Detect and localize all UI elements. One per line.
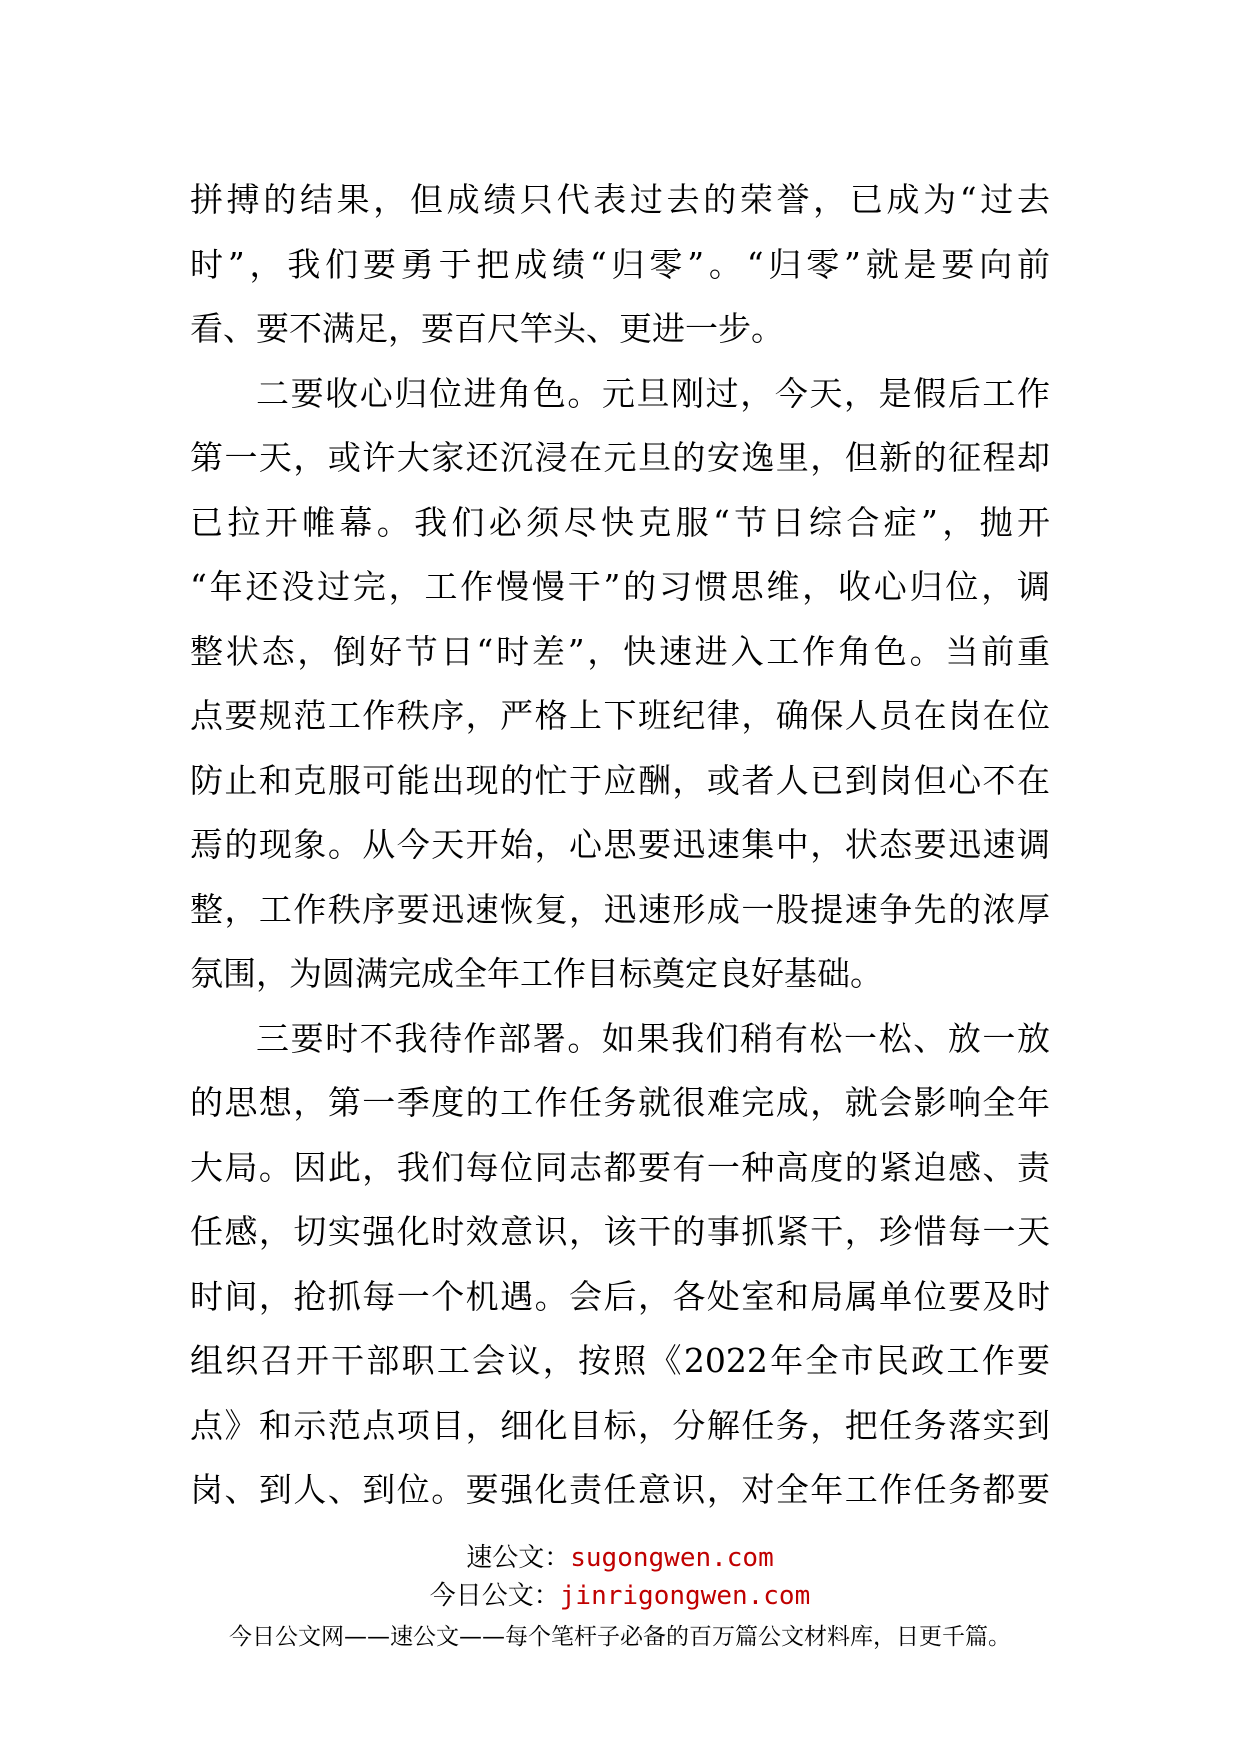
document-body [190, 168, 1050, 1523]
text-line: 的思想，第一季度的工作任务就很难完成，就会影响全年 [190, 1083, 1050, 1122]
text-line: 时”，我们要勇于把成绩“归零”。“归零”就是要向前 [190, 244, 1050, 284]
text-line: 岗、到人、到位。要强化责任意识，对全年工作任务都要 [190, 1470, 1050, 1509]
footer-sugongwen [0, 1540, 1240, 1576]
footer-link[interactable]: sugongwen.com [570, 1543, 774, 1573]
footer-label: 速公文： [466, 1543, 571, 1573]
paragraph-heading-line: 二要收心归位进角色。元旦刚过，今天，是假后工作 [256, 373, 1050, 413]
text-line: 点要规范工作秩序，严格上下班纪律，确保人员在岗在位 [190, 696, 1050, 735]
footer-jinrigongwen [0, 1578, 1240, 1614]
text-line: 大局。因此，我们每位同志都要有一种高度的紧迫感、责 [190, 1147, 1050, 1187]
text-line: 任感，切实强化时效意识，该干的事抓紧干，珍惜每一天 [190, 1212, 1050, 1251]
text-line: 点》和示范点项目，细化目标，分解任务，把任务落实到 [190, 1405, 1050, 1445]
text-line: 第一天，或许大家还沉浸在元旦的安逸里，但新的征程却 [190, 438, 1050, 477]
paragraph-heading-line: 三要时不我待作部署。如果我们稍有松一松、放一放 [256, 1018, 1050, 1058]
footer-slogan: 今日公文网——速公文——每个笔杆子必备的百万篇公文材料库，日更千篇。 [229, 1624, 1011, 1650]
footer-label: 今日公文： [429, 1581, 560, 1611]
text-line: 组织召开干部职工会议，按照《2022年全市民政工作要 [190, 1341, 1050, 1380]
text-line: 已拉开帷幕。我们必须尽快克服“节日综合症”，抛开 [190, 502, 1050, 542]
text-line: 时间，抢抓每一个机遇。会后，各处室和局属单位要及时 [190, 1276, 1050, 1316]
text-line: 拼搏的结果，但成绩只代表过去的荣誉，已成为“过去 [190, 180, 1050, 219]
text-line: 看、要不满足，要百尺竿头、更进一步。 [190, 309, 784, 348]
footer-link[interactable]: jinrigongwen.com [559, 1581, 811, 1611]
text-line: “年还没过完，工作慢慢干”的习惯思维，收心归位，调 [190, 567, 1050, 606]
text-line: 防止和克服可能出现的忙于应酬，或者人已到岗但心不在 [190, 760, 1050, 800]
text-line: 氛围，为圆满完成全年工作目标奠定良好基础。 [190, 954, 883, 993]
text-line: 焉的现象。从今天开始，心思要迅速集中，状态要迅速调 [190, 825, 1050, 864]
text-line: 整状态，倒好节日“时差”，快速进入工作角色。当前重 [190, 631, 1050, 671]
text-line: 整，工作秩序要迅速恢复，迅速形成一股提速争先的浓厚 [190, 889, 1050, 929]
